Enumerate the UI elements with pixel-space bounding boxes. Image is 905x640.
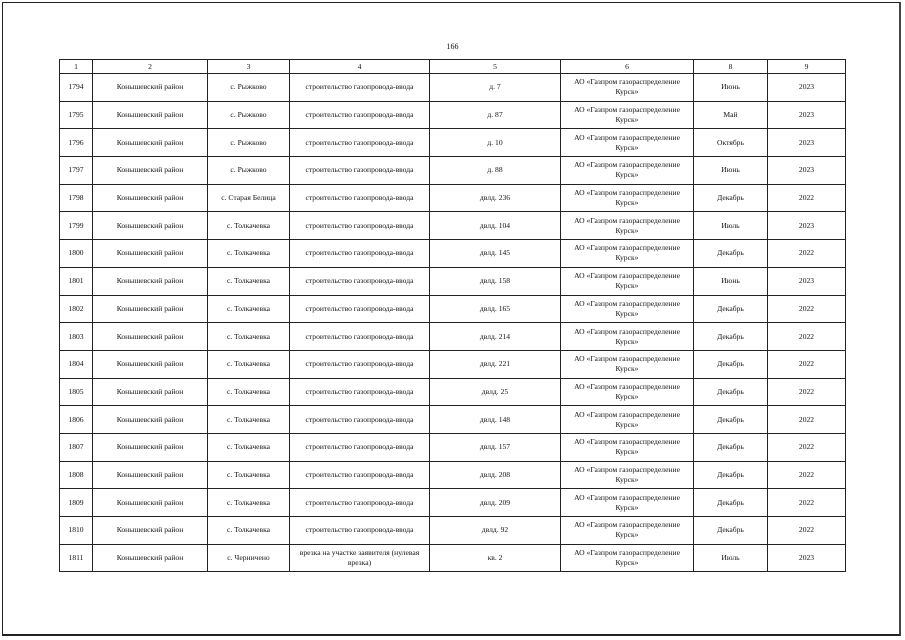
row-number-cell: 1799 <box>60 212 93 240</box>
work-type-cell: строительство газопровода-ввода <box>290 433 430 461</box>
row-number-cell: 1801 <box>60 267 93 295</box>
address-cell: двлд. 145 <box>430 240 561 268</box>
year-cell: 2022 <box>768 461 846 489</box>
year-cell: 2022 <box>768 517 846 545</box>
work-type-cell: строительство газопровода-ввода <box>290 101 430 129</box>
column-header-2: 2 <box>93 60 208 74</box>
organization-cell: АО «Газпром газораспределение Курск» <box>561 157 694 185</box>
month-cell: Декабрь <box>694 323 768 351</box>
district-cell: Конышевский район <box>93 295 208 323</box>
row-number-cell: 1811 <box>60 544 93 572</box>
organization-cell: АО «Газпром газораспределение Курск» <box>561 406 694 434</box>
month-cell: Май <box>694 101 768 129</box>
row-number-cell: 1800 <box>60 240 93 268</box>
year-cell: 2022 <box>768 323 846 351</box>
organization-cell: АО «Газпром газораспределение Курск» <box>561 129 694 157</box>
column-header-1: 1 <box>60 60 93 74</box>
organization-cell: АО «Газпром газораспределение Курск» <box>561 267 694 295</box>
year-cell: 2022 <box>768 489 846 517</box>
table-row <box>60 267 846 295</box>
organization-cell: АО «Газпром газораспределение Курск» <box>561 461 694 489</box>
address-cell: двлд. 104 <box>430 212 561 240</box>
page-number: 166 <box>446 42 459 51</box>
work-type-cell: строительство газопровода-ввода <box>290 517 430 545</box>
work-type-cell: строительство газопровода-ввода <box>290 267 430 295</box>
district-cell: Конышевский район <box>93 323 208 351</box>
month-cell: Июль <box>694 212 768 240</box>
settlement-cell: с. Толкачевка <box>208 461 290 489</box>
row-number-cell: 1795 <box>60 101 93 129</box>
address-cell: двлд. 158 <box>430 267 561 295</box>
register-table <box>59 59 846 572</box>
settlement-cell: с. Рыжково <box>208 157 290 185</box>
work-type-cell: строительство газопровода-ввода <box>290 461 430 489</box>
month-cell: Октябрь <box>694 129 768 157</box>
work-type-cell: строительство газопровода-ввода <box>290 323 430 351</box>
year-cell: 2022 <box>768 184 846 212</box>
row-number-cell: 1803 <box>60 323 93 351</box>
row-number-cell: 1794 <box>60 74 93 102</box>
work-type-cell: строительство газопровода-ввода <box>290 295 430 323</box>
address-cell: двлд. 157 <box>430 433 561 461</box>
district-cell: Конышевский район <box>93 489 208 517</box>
address-cell: двлд. 165 <box>430 295 561 323</box>
settlement-cell: с. Толкачевка <box>208 489 290 517</box>
row-number-cell: 1805 <box>60 378 93 406</box>
work-type-cell: строительство газопровода-ввода <box>290 350 430 378</box>
year-cell: 2023 <box>768 267 846 295</box>
row-number-cell: 1802 <box>60 295 93 323</box>
row-number-cell: 1797 <box>60 157 93 185</box>
organization-cell: АО «Газпром газораспределение Курск» <box>561 378 694 406</box>
district-cell: Конышевский район <box>93 461 208 489</box>
year-cell: 2022 <box>768 240 846 268</box>
organization-cell: АО «Газпром газораспределение Курск» <box>561 240 694 268</box>
address-cell: д. 88 <box>430 157 561 185</box>
settlement-cell: с. Толкачевка <box>208 240 290 268</box>
district-cell: Конышевский район <box>93 350 208 378</box>
month-cell: Декабрь <box>694 406 768 434</box>
work-type-cell: строительство газопровода-ввода <box>290 406 430 434</box>
work-type-cell: строительство газопровода-ввода <box>290 489 430 517</box>
year-cell: 2022 <box>768 378 846 406</box>
district-cell: Конышевский район <box>93 101 208 129</box>
settlement-cell: с. Толкачевка <box>208 406 290 434</box>
column-header-9: 9 <box>768 60 846 74</box>
month-cell: Декабрь <box>694 350 768 378</box>
district-cell: Конышевский район <box>93 433 208 461</box>
table-row <box>60 323 846 351</box>
month-cell: Июнь <box>694 74 768 102</box>
district-cell: Конышевский район <box>93 212 208 240</box>
row-number-cell: 1798 <box>60 184 93 212</box>
row-number-cell: 1810 <box>60 517 93 545</box>
work-type-cell: строительство газопровода-ввода <box>290 129 430 157</box>
settlement-cell: с. Рыжково <box>208 129 290 157</box>
year-cell: 2022 <box>768 433 846 461</box>
year-cell: 2023 <box>768 101 846 129</box>
organization-cell: АО «Газпром газораспределение Курск» <box>561 74 694 102</box>
district-cell: Конышевский район <box>93 74 208 102</box>
settlement-cell: с. Толкачевка <box>208 295 290 323</box>
month-cell: Декабрь <box>694 461 768 489</box>
table-row <box>60 212 846 240</box>
table-row <box>60 544 846 572</box>
year-cell: 2022 <box>768 350 846 378</box>
month-cell: Декабрь <box>694 184 768 212</box>
settlement-cell: с. Рыжково <box>208 101 290 129</box>
table-row <box>60 378 846 406</box>
table-row <box>60 129 846 157</box>
year-cell: 2022 <box>768 295 846 323</box>
address-cell: двлд. 236 <box>430 184 561 212</box>
column-header-8: 8 <box>694 60 768 74</box>
address-cell: двлд. 208 <box>430 461 561 489</box>
table-row <box>60 350 846 378</box>
work-type-cell: строительство газопровода-ввода <box>290 74 430 102</box>
table-row <box>60 406 846 434</box>
organization-cell: АО «Газпром газораспределение Курск» <box>561 433 694 461</box>
district-cell: Конышевский район <box>93 544 208 572</box>
row-number-cell: 1808 <box>60 461 93 489</box>
column-header-5: 5 <box>430 60 561 74</box>
district-cell: Конышевский район <box>93 378 208 406</box>
address-cell: кв. 2 <box>430 544 561 572</box>
header-row <box>60 60 846 74</box>
work-type-cell: врезка на участке заявителя (нулевая врезка) <box>290 544 430 572</box>
table-row <box>60 240 846 268</box>
table-row <box>60 461 846 489</box>
district-cell: Конышевский район <box>93 240 208 268</box>
work-type-cell: строительство газопровода-ввода <box>290 378 430 406</box>
settlement-cell: с. Толкачевка <box>208 212 290 240</box>
settlement-cell: с. Толкачевка <box>208 323 290 351</box>
district-cell: Конышевский район <box>93 129 208 157</box>
organization-cell: АО «Газпром газораспределение Курск» <box>561 184 694 212</box>
district-cell: Конышевский район <box>93 184 208 212</box>
organization-cell: АО «Газпром газораспределение Курск» <box>561 101 694 129</box>
year-cell: 2022 <box>768 406 846 434</box>
year-cell: 2023 <box>768 74 846 102</box>
address-cell: двлд. 25 <box>430 378 561 406</box>
address-cell: двлд. 148 <box>430 406 561 434</box>
settlement-cell: с. Толкачевка <box>208 350 290 378</box>
row-number-cell: 1806 <box>60 406 93 434</box>
work-type-cell: строительство газопровода-ввода <box>290 157 430 185</box>
organization-cell: АО «Газпром газораспределение Курск» <box>561 323 694 351</box>
row-number-cell: 1807 <box>60 433 93 461</box>
year-cell: 2023 <box>768 157 846 185</box>
organization-cell: АО «Газпром газораспределение Курск» <box>561 489 694 517</box>
year-cell: 2023 <box>768 129 846 157</box>
address-cell: двлд. 214 <box>430 323 561 351</box>
district-cell: Конышевский район <box>93 267 208 295</box>
column-header-6: 6 <box>561 60 694 74</box>
address-cell: д. 87 <box>430 101 561 129</box>
address-cell: д. 10 <box>430 129 561 157</box>
settlement-cell: с. Рыжково <box>208 74 290 102</box>
month-cell: Декабрь <box>694 240 768 268</box>
district-cell: Конышевский район <box>93 157 208 185</box>
organization-cell: АО «Газпром газораспределение Курск» <box>561 350 694 378</box>
address-cell: двлд. 209 <box>430 489 561 517</box>
row-number-cell: 1804 <box>60 350 93 378</box>
month-cell: Декабрь <box>694 489 768 517</box>
month-cell: Декабрь <box>694 295 768 323</box>
table-row <box>60 74 846 102</box>
year-cell: 2023 <box>768 212 846 240</box>
district-cell: Конышевский район <box>93 406 208 434</box>
address-cell: двлд. 92 <box>430 517 561 545</box>
column-header-3: 3 <box>208 60 290 74</box>
work-type-cell: строительство газопровода-ввода <box>290 184 430 212</box>
work-type-cell: строительство газопровода-ввода <box>290 240 430 268</box>
row-number-cell: 1809 <box>60 489 93 517</box>
organization-cell: АО «Газпром газораспределение Курск» <box>561 212 694 240</box>
settlement-cell: с. Толкачевка <box>208 433 290 461</box>
organization-cell: АО «Газпром газораспределение Курск» <box>561 544 694 572</box>
address-cell: двлд. 221 <box>430 350 561 378</box>
address-cell: д. 7 <box>430 74 561 102</box>
work-type-cell: строительство газопровода-ввода <box>290 212 430 240</box>
table-row <box>60 184 846 212</box>
district-cell: Конышевский район <box>93 517 208 545</box>
month-cell: Июнь <box>694 267 768 295</box>
month-cell: Июнь <box>694 157 768 185</box>
table-row <box>60 489 846 517</box>
table-row <box>60 157 846 185</box>
table-row <box>60 295 846 323</box>
settlement-cell: с. Старая Белица <box>208 184 290 212</box>
month-cell: Июль <box>694 544 768 572</box>
settlement-cell: с. Толкачевка <box>208 517 290 545</box>
organization-cell: АО «Газпром газораспределение Курск» <box>561 295 694 323</box>
table-row <box>60 101 846 129</box>
settlement-cell: с. Толкачевка <box>208 378 290 406</box>
column-header-4: 4 <box>290 60 430 74</box>
month-cell: Декабрь <box>694 378 768 406</box>
settlement-cell: с. Толкачевка <box>208 267 290 295</box>
organization-cell: АО «Газпром газораспределение Курск» <box>561 517 694 545</box>
month-cell: Декабрь <box>694 433 768 461</box>
settlement-cell: с. Черничено <box>208 544 290 572</box>
table-body <box>60 74 846 572</box>
table-row <box>60 517 846 545</box>
year-cell: 2023 <box>768 544 846 572</box>
month-cell: Декабрь <box>694 517 768 545</box>
table-row <box>60 433 846 461</box>
row-number-cell: 1796 <box>60 129 93 157</box>
